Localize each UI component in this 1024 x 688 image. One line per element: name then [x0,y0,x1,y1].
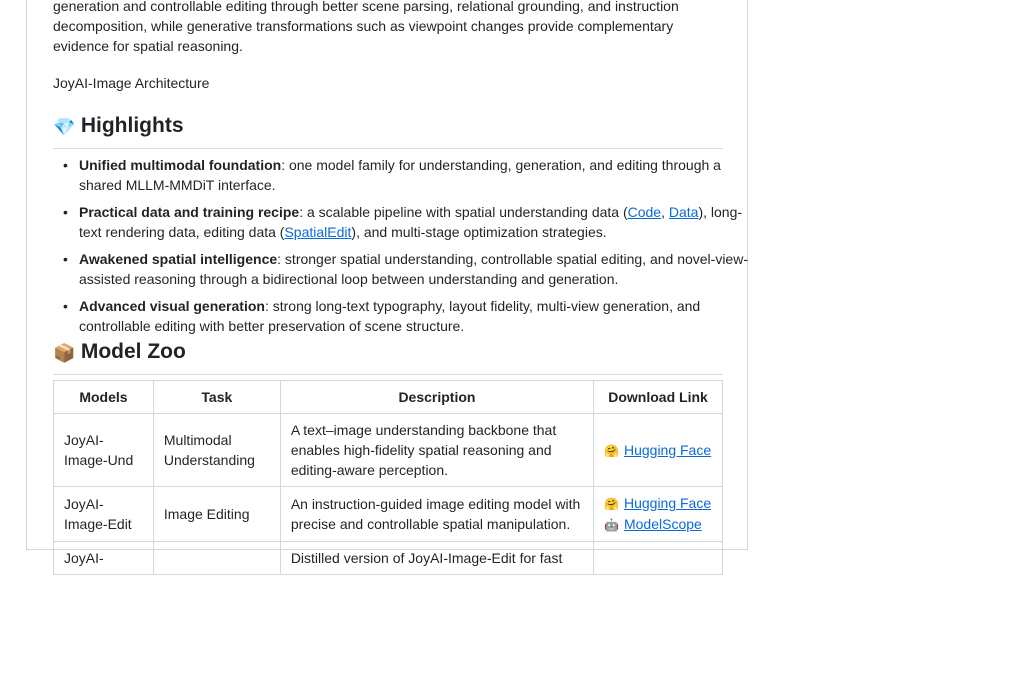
separator: , [661,204,669,220]
hugging-face-icon: 🤗 [604,497,620,511]
highlight-label: Advanced visual generation [79,298,265,314]
modelscope-icon: 🤖 [604,518,620,532]
list-item [79,296,749,336]
highlights-list [53,155,749,343]
table-row [54,542,723,575]
column-header: Models [54,381,154,414]
column-header: Task [153,381,280,414]
intro-paragraph [53,0,723,56]
model-zoo-heading [53,338,723,375]
table-header-row [54,381,723,414]
image-caption: JoyAI-Image Architecture [53,75,210,91]
model-cell: JoyAI- [54,542,154,575]
model-zoo-title: Model Zoo [80,340,186,363]
highlight-label: Practical data and training recipe [79,204,300,220]
task-cell: Multimodal Understanding [153,414,280,487]
task-cell: Image Editing [153,487,280,542]
table-row [54,414,723,487]
hugging-face-link[interactable]: Hugging Face [623,441,712,458]
highlights-heading [53,112,723,149]
hugging-face-icon: 🤗 [604,443,620,458]
download-cell [594,487,723,542]
highlights-title: Highlights [80,114,184,137]
code-link[interactable]: Code [627,204,662,220]
highlight-text: ), long-text rendering data, editing data ( [79,204,743,240]
download-cell [594,414,723,487]
highlight-label: Unified multimodal foundation [79,157,282,173]
list-item [79,202,749,242]
package-icon: 📦 [53,343,76,364]
highlight-label: Awakened spatial intelligence [79,251,278,267]
download-cell [594,542,723,575]
highlight-text: : one model family for understanding, generation, and editing through a shared MLLM-MMDiT interface. [79,157,721,193]
column-header: Download Link [594,381,723,414]
data-link[interactable]: Data [668,204,699,220]
highlight-text: : stronger spatial understanding, controllable spatial editing, and novel-view-assisted reasoning through a bidirectional loop between understanding and generation. [79,251,748,287]
model-cell: JoyAI-Image-Edit [54,487,154,542]
model-cell: JoyAI-Image-Und [54,414,154,487]
task-cell [153,542,280,575]
list-item [79,155,749,195]
hugging-face-link[interactable]: Hugging Face [623,495,712,511]
model-zoo-table [53,380,723,575]
readme-card [26,0,748,566]
table-row [54,487,723,542]
spatialedit-link[interactable]: SpatialEdit [284,224,352,240]
description-cell: A text–image understanding backbone that enables high-fidelity spatial reasoning and editing-aware perception. [280,414,593,487]
description-cell: Distilled version of JoyAI-Image-Edit for fast [280,542,593,575]
column-header: Description [280,381,593,414]
list-item [79,249,749,289]
modelscope-link[interactable]: ModelScope [623,516,702,532]
intro-text: generation and controllable editing through better scene parsing, relational grounding, and instruction decomposition, while generative transformations such as viewpoint changes provide complementary evidence for spatial reasoning. [53,0,679,54]
gem-icon: 💎 [53,117,76,138]
description-cell: An instruction-guided image editing model with precise and controllable spatial manipulation. [280,487,593,542]
highlight-text: : strong long-text typography, layout fidelity, multi-view generation, and controllable editing with better preservation of scene structure. [79,298,701,334]
highlight-text: ), and multi-stage optimization strategies. [351,224,607,240]
highlight-text: : a scalable pipeline with spatial understanding data ( [299,204,628,220]
